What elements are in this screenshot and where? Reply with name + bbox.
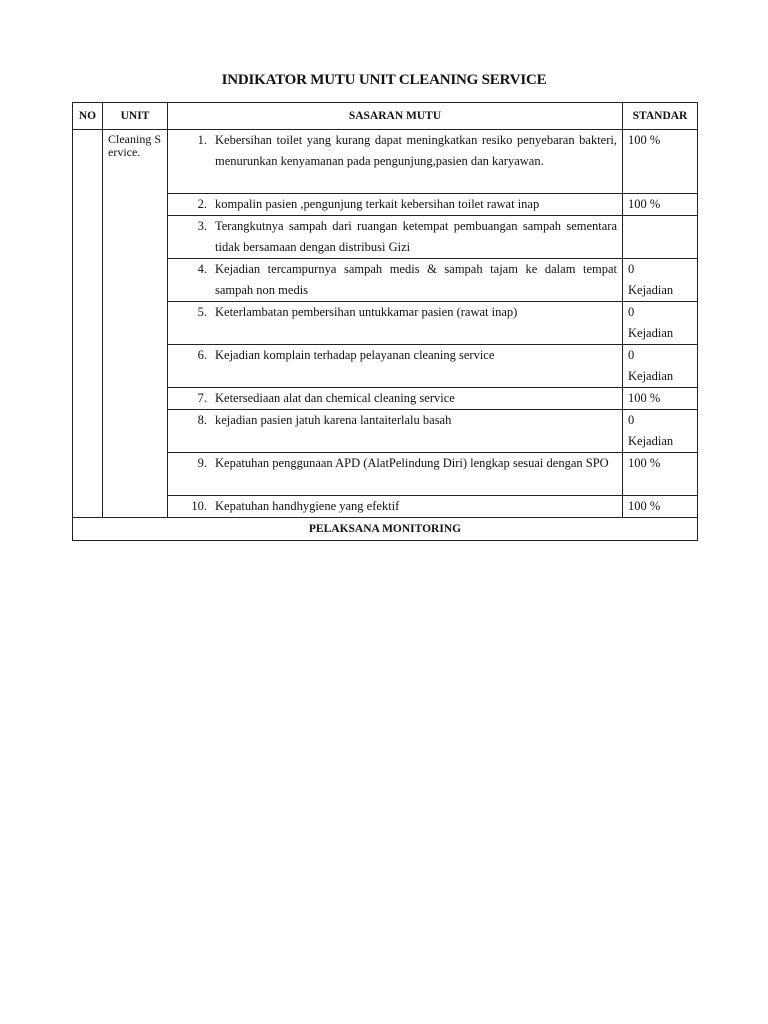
item-number: 6. bbox=[197, 348, 207, 362]
sasaran-cell bbox=[168, 388, 623, 410]
standar-cell: 100 % bbox=[623, 130, 698, 194]
item-number: 10. bbox=[191, 499, 207, 513]
document-title: INDIKATOR MUTU UNIT CLEANING SERVICE bbox=[221, 72, 547, 88]
sasaran-cell bbox=[168, 194, 623, 216]
sasaran-cell bbox=[168, 302, 623, 345]
item-number: 8. bbox=[197, 413, 207, 427]
item-text: Kepatuhan handhygiene yang efektif bbox=[215, 499, 400, 513]
standar-cell: 100 % bbox=[623, 388, 698, 410]
item-number: 1. bbox=[197, 133, 207, 147]
standar-cell: 100 % bbox=[623, 453, 698, 496]
no-cell bbox=[73, 130, 103, 518]
item-number: 2. bbox=[197, 197, 207, 211]
sasaran-cell bbox=[168, 410, 623, 453]
standar-cell: 100 % bbox=[623, 496, 698, 518]
header-sasaran-mutu: SASARAN MUTU bbox=[168, 103, 623, 130]
standar-cell: 0 Kejadian bbox=[623, 259, 698, 302]
standar-cell bbox=[623, 216, 698, 259]
footer-pelaksana-monitoring: PELAKSANA MONITORING bbox=[73, 518, 698, 541]
item-text: Kejadian komplain terhadap pelayanan cleaning service bbox=[215, 348, 495, 362]
item-text: Kebersihan toilet yang kurang dapat meningkatkan resiko penyebaran bakteri, menurunkan kenyamanan pada pengunjung,pasien dan karyawan. bbox=[215, 133, 617, 168]
item-number: 3. bbox=[197, 219, 207, 233]
item-number: 5. bbox=[197, 305, 207, 319]
item-number: 7. bbox=[197, 391, 207, 405]
sasaran-cell bbox=[168, 259, 623, 302]
item-text: Keterlambatan pembersihan untukkamar pasien (rawat inap) bbox=[215, 305, 518, 319]
item-text: kejadian pasien jatuh karena lantaiterlalu basah bbox=[215, 413, 452, 427]
sasaran-cell bbox=[168, 453, 623, 496]
footer-row bbox=[73, 518, 698, 541]
item-number: 9. bbox=[197, 456, 207, 470]
header-unit: UNIT bbox=[103, 103, 168, 130]
item-text: Ketersediaan alat dan chemical cleaning service bbox=[215, 391, 455, 405]
sasaran-cell bbox=[168, 130, 623, 194]
item-number: 4. bbox=[197, 262, 207, 276]
standar-cell: 0 Kejadian bbox=[623, 410, 698, 453]
item-text: Terangkutnya sampah dari ruangan ketempat pembuangan sampah sementara tidak bersamaan dengan distribusi Gizi bbox=[215, 219, 617, 254]
sasaran-cell bbox=[168, 496, 623, 518]
table-row bbox=[73, 130, 698, 194]
sasaran-cell bbox=[168, 345, 623, 388]
header-standar: STANDAR bbox=[623, 103, 698, 130]
standar-cell: 0 Kejadian bbox=[623, 345, 698, 388]
standar-cell: 0 Kejadian bbox=[623, 302, 698, 345]
item-text: kompalin pasien ,pengunjung terkait kebersihan toilet rawat inap bbox=[215, 197, 540, 211]
table-header-row bbox=[73, 103, 698, 130]
item-text: Kejadian tercampurnya sampah medis & sampah tajam ke dalam tempat sampah non medis bbox=[215, 262, 617, 297]
sasaran-cell bbox=[168, 216, 623, 259]
unit-cell: Cleaning Service. bbox=[103, 130, 168, 518]
header-no: NO bbox=[73, 103, 103, 130]
standar-cell: 100 % bbox=[623, 194, 698, 216]
item-text: Kepatuhan penggunaan APD (AlatPelindung Diri) lengkap sesuai dengan SPO bbox=[215, 456, 609, 470]
quality-indicator-table bbox=[72, 102, 698, 541]
